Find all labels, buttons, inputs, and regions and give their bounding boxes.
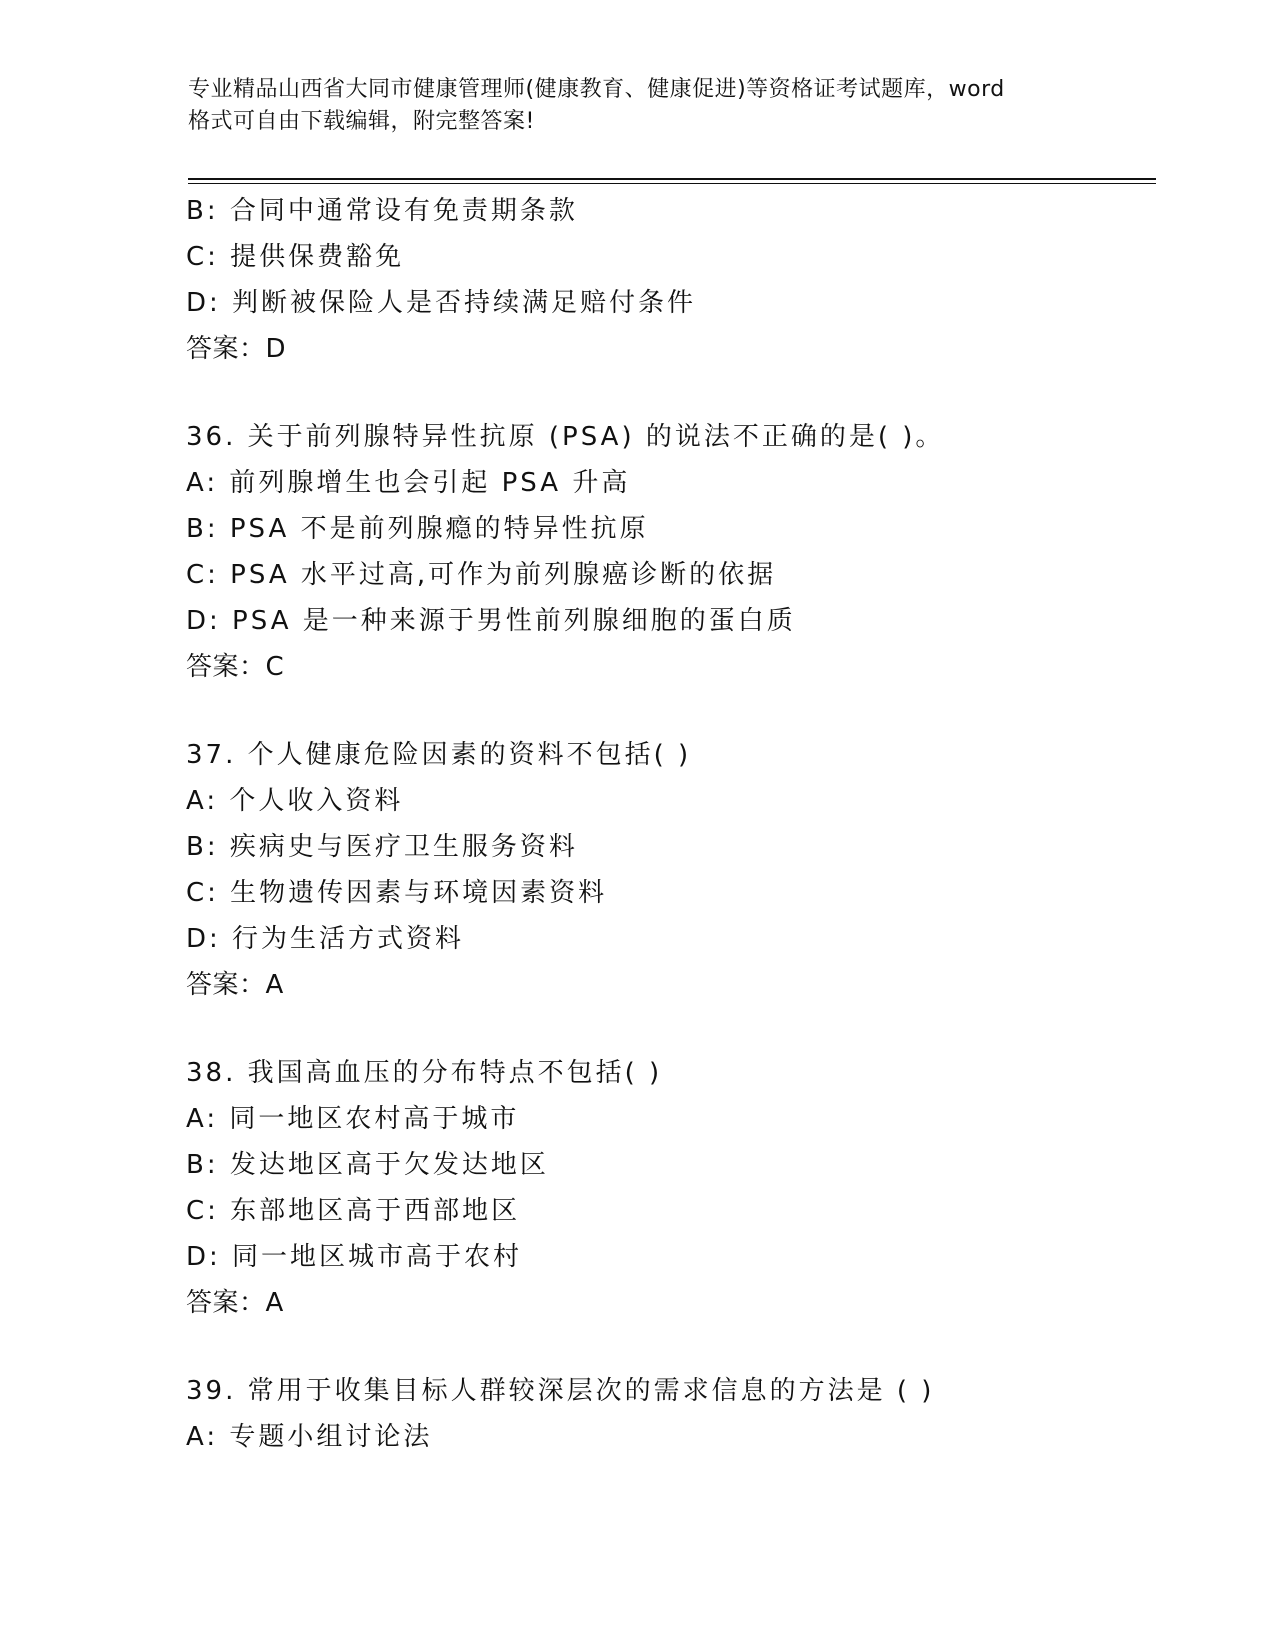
question-stem: 38. 我国高血压的分布特点不包括( ) <box>186 1058 663 1088</box>
option-c: C: 东部地区高于西部地区 <box>186 1196 521 1226</box>
option-b: B: 发达地区高于欠发达地区 <box>186 1150 549 1180</box>
option-d: D: PSA 是一种来源于男性前列腺细胞的蛋白质 <box>186 606 796 636</box>
question-stem: 36. 关于前列腺特异性抗原 (PSA) 的说法不正确的是( )。 <box>186 422 945 452</box>
header-line-2: 格式可自由下载编辑，附完整答案! <box>188 109 535 134</box>
answer-line: 答案：A <box>186 970 284 1000</box>
header-divider-thin <box>188 183 1156 184</box>
header-line-1: 专业精品山西省大同市健康管理师(健康教育、健康促进)等资格证考试题库，word <box>188 77 1005 102</box>
option-a: A: 同一地区农村高于城市 <box>186 1104 520 1134</box>
option-c: C: 提供保费豁免 <box>186 242 405 272</box>
option-c: C: 生物遗传因素与环境因素资料 <box>186 878 608 908</box>
option-d: D: 行为生活方式资料 <box>186 924 465 954</box>
option-d: D: 同一地区城市高于农村 <box>186 1242 523 1272</box>
document-header <box>188 74 1088 138</box>
option-a: A: 专题小组讨论法 <box>186 1422 433 1452</box>
question-35-continued <box>186 188 1166 372</box>
question-stem: 37. 个人健康危险因素的资料不包括( ) <box>186 740 692 770</box>
question-38 <box>186 1050 1166 1326</box>
option-b: B: 疾病史与医疗卫生服务资料 <box>186 832 578 862</box>
question-39 <box>186 1368 1166 1460</box>
option-c: C: PSA 水平过高,可作为前列腺癌诊断的依据 <box>186 560 777 590</box>
answer-line: 答案：C <box>186 652 285 682</box>
question-36 <box>186 414 1166 690</box>
option-d: D: 判断被保险人是否持续满足赔付条件 <box>186 288 697 318</box>
question-list <box>186 188 1166 1460</box>
header-divider-thick <box>188 178 1156 180</box>
question-stem: 39. 常用于收集目标人群较深层次的需求信息的方法是 ( ) <box>186 1376 935 1406</box>
question-37 <box>186 732 1166 1008</box>
option-a: A: 个人收入资料 <box>186 786 404 816</box>
option-a: A: 前列腺增生也会引起 PSA 升高 <box>186 468 631 498</box>
option-b: B: 合同中通常设有免责期条款 <box>186 196 578 226</box>
option-b: B: PSA 不是前列腺瘾的特异性抗原 <box>186 514 649 544</box>
answer-line: 答案：A <box>186 1288 284 1318</box>
answer-line: 答案：D <box>186 334 287 364</box>
